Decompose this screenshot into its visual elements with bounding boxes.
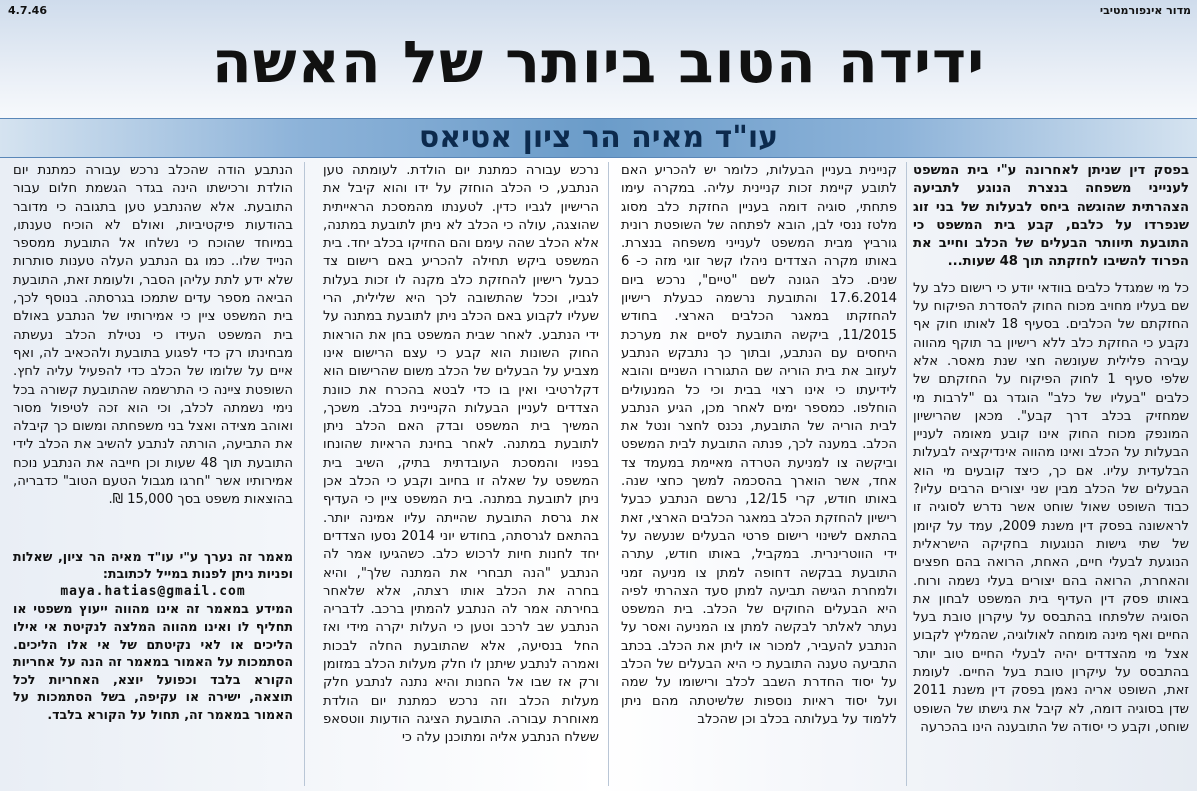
author-note — [13, 548, 293, 724]
article-column-2 — [621, 162, 897, 787]
column-divider — [906, 162, 907, 786]
author-email[interactable]: maya.hatias@gmail.com — [60, 583, 246, 599]
author-note-intro: מאמר זה נערך ע"י עו"ד מאיה הר ציון, שאלות ופניות ניתן לפנות במייל לכתובת: — [13, 548, 293, 582]
section-label: מדור אינפורמטיבי — [1099, 4, 1191, 17]
headline: ידידה הטוב ביותר של האשה — [211, 28, 986, 96]
body-paragraph: נרכש עבורה כמתנת יום הולדת. לעומתה טען הנתבע, כי הכלב הוחזק על ידו והוא קיבל את הרישיון לגביו כדין. לטענתו מהמסכת הראייתית שהוצגה, עולה כי הכלב לא ניתן לתובעת במתנה, אלא הכלב שהה עימם והם החזיקו בכלב יחד. בית המשפט ביקש תחילה להכריע באם רישום צד כבעל רישיון להחזקת כלב מקנה לו זכות בעלות לגביו, וככל שהתשובה לכך היא שלילית, הרי שעליו לקבוע באם הכלב ניתן לתובעת במתנה על ידי הנתבע. לאחר שבית המשפט בחן את הוראות החוק השונות הוא קבע כי עצם הרישום אינו מצביע על הבעלים של הכלב משום שהרישום הוא דקלרטיבי ואין בו כדי לבטא בהכרח את כוונת הצדדים לעניין הבעלות הקניינית בכלב. משכך, המשיך בית המשפט ובדק האם הכלב ניתן לתובעת במתנה. לאחר בחינת הראיות שהונחו בפניו והמסכת העובדתית בתיק, השיב בית המשפט על שאלה זו בחיוב וקבע כי הכלב אכן ניתן לתובעת במתנה. בית המשפט ציין כי העדיף את גרסת התובעת שהייתה עליו אמינה יותר. בהתאם לגרסתה, בחודש יוני 2014 נסעו הצדדים יחד לחנות חיות לרכוש כלב. כשהגיעו אמר לה הנתבע "הנה תבחרי את המתנה שלך", והיא בחרה את הכלב אותו רצתה, אלא שלאחר בחירתה אמר לה הנתבע להמתין ברכב. לדבריה הנתבע שב לרכב וטען כי העלות יקרה מידי ואז החל בנסיעה, אלא שהתובעת החלה לבכות ואמרה לנתבע שיתנן לו חלק מעלות הכלב במזומן ורק אז שבו אל החנות והיא נתנה לנתבע חלק מעלות הכלב וזה נרכש כמתנת יום הולדת מאוחרת עבורה. התובעת הציגה הודעות ווטסאפ ששלח הנתבע אליה ומתוכנן עלה כי — [323, 163, 599, 746]
byline: עו"ד מאיה הר ציון אטיאס — [418, 120, 779, 155]
article-column-4 — [13, 162, 293, 787]
body-paragraph: הנתבע הודה שהכלב נרכש עבורה כמתנת יום הולדת ורכישתו הינה בגדר הגשמת חלום עבור התובעת. אלא שהנתבע טען בתגובה כי מדובר בהודעות פיקטיביות, ואולם לא הוכיח טענתו, במיוחד שהוכח כי נשלחו אל התובעת ממספר הנייד שלו.. כמו גם הנתבע העלה טענות סותרות שלא ידע לתת עליהן הסבר, ולעומת זאת, התובעת הביאה מספר עדים שתמכו בגרסתה. בנוסף לכך, בית המשפט ציין כי אמירותיו של הנתבע באולם בית המשפט העידו כי נטילת הכלב נעשתה מבחינתו רק כדי לפגוע בתובעת ולהכאיב לה, ואף איים על שלומו של הכלב כדי להפעיל עליה לחץ. השופטת ציינה כי התרשמה שהתובעת קשורה בכל נימי נשמתה לכלב, וכי הוא זכה לטיפול מסור ואוהב מצידה ואצל בני משפחתה ומשום כך קיבלה את התביעה, הורתה לנתבע להשיב את הכלב לידי התובעת תוך 48 שעות וכן חייבה את הנתבע נוכח אמירותיו אשר "חרגו מגבול הטעם הטוב" כדבריה, בהוצאות משפט בסך 15,000 ₪. — [13, 163, 293, 508]
article-column-3 — [323, 162, 599, 787]
body-paragraph: כל מי שמגדל כלבים בוודאי יודע כי רישום כלב על שם בעליו מחויב מכוח החוק להסדרת הפיקוח על החזקתם של הכלבים. בסעיף 18 לאותו חוק אף נקבע כי החזקת כלב ללא רישיון בר תוקף מהווה עבירה פלילית שעונשה חצי שנת מאסר. אלא שלפי סעיף 1 לחוק הפיקוח על החזקתם של כלבים "בעליו של כלב" הוגדר גם "לרבות מי שמחזיק בכלב דרך קבע". מכאן שהרישיון המונפק מכוח החוק אינו קובע מאומה לעניין הבעלות על הכלב ואינו מהווה אינדיקציה לבעלות הבלעדית עליו. אם כך, כיצד קובעים מי הוא הבעלים של הכלב מבין שני יצורים הרבים עליו? כבוד השופט שאול שוחט אשר נדרש לסוגיה זו לראשונה בפסק דין משנת 2009, עמד על קיומן של שתי גישות הנוגעות בחקיקה הישראלית הנוגעת לבעלי חיים, האחת, הרואה בהם חפצים והאחרת, הרואה בהם יצורים בעלי נשמה ורוח. באותו פסק דין העדיף בית המשפט לבחון את הסוגיה שלפתחו בהתבסס על עיקרון טובת בעל החיים ואף מינה מומחה לאולוגיה, שהמליץ לקבוע אצל מי מהצדדים יהיה לבעלי החיים טוב יותר בהתבסס על עיקרון טובת בעל החיים. לעומת זאת, השופט אריה נאמן בפסק דין משנת 2011 שדן בסוגיה דומה, לא קיבל את גישתו של השופט שוחט, וקבע כי יסודה של התובענה הינו בהכרעה — [913, 280, 1189, 735]
column-divider — [304, 162, 305, 786]
column-divider — [608, 162, 609, 786]
disclaimer: המידע במאמר זה אינו מהווה ייעוץ משפטי או תחליף לו ואינו מהווה המלצה לנקיטת אי אילו הליכים או לאי נקיטתם של אי אלו הליכים. הסתמכות על האמור במאמר זה הנה על אחריות הקורא בלבד וכפועל יוצא, האחריות לכל תוצאה, ישירה או עקיפה, בשל הסתמכות על האמור במאמר זה, תחול על הקורא בלבד. — [13, 601, 293, 722]
lead-paragraph: בפסק דין שניתן לאחרונה ע"י בית המשפט לענייני משפחה בנצרת הנוגע לתביעה הצהרתית שהוגשה ביחס לבעלות של בני זוג שנפרדו על כלבם, קבע בית המשפט כי התובעת תיוותר הבעלים של הכלב וחייב את הפרוד להשיבו לחזקתה תוך 48 שעות... — [913, 163, 1189, 270]
body-paragraph: קניינית בעניין הבעלות, כלומר יש להכריע האם לתובע קיימת זכות קניינית עליה. במקרה עימו פתחתי, סוגיה דומה בעניין החזקת כלב מסוג מלטז ננסי לבן, הובא לפתחה של השופטת רונית גורביץ מבית המשפט לענייני משפחה בנצרת. באותו מקרה הצדדים ניהלו קשר זוגי מזה כ- 6 שנים. כלב הגונה לשם "טיים", נרכש ביום 17.6.2014 והתובעת נרשמה כבעלת רישיון להחזקתו במאגר הכלבים הארצי. בחודש 11/2015, ביקשה התובעת לסיים את מערכת היחסים עם הנתבע, ובתוך כך נתבקש הנתבע לעזוב את בית הוריה שם התגוררו השניים והובא לידיעתו כי אינו רצוי בבית וכי כל המנעולים הוחלפו. כמספר ימים לאחר מכן, הגיע הנתבע לבית הוריה של התובעת, נכנס לחצר ונטל את הכלב. במענה לכך, פנתה התובעת לבית המשפט וביקשה צו למניעת הטרדה מאיימת במעמד צד אחד, אשר הוארך בהסכמה למשך כחצי שנה. באותו חודש, קרי 12/15, נרשם הנתבע כבעל רישיון להחזקת הכלב במאגר הכלבים הארצי, זאת בהתאם לשינוי רישום פרטי הבעלים שנעשה על ידי הווטרינרית. במקביל, באותו חודש, עתרה התובעת בבקשה דחופה למתן צו מניעה זמני ולמחרת הגישה תביעה למתן סעד הצהרתי לפיה היא הבעלים החוקים של הכלב. בית המשפט נעתר לאלתר לבקשה למתן צו המניעה ואסר על הנתבע להעביר, למכור או ליתן את הכלב. בכתב התביעה טענה התובעת כי היא הבעלים של הכלב על יסוד החדרת השבב לכלב ורישומו על שמה ועל יסוד ראיות נוספות שלשיטתה מהם ניתן ללמוד על בעלותה בכלב וכן שהכלב — [621, 163, 897, 727]
issue-date: 4.7.46 — [8, 4, 47, 17]
byline-bar — [0, 118, 1197, 158]
article-column-1 — [913, 162, 1189, 787]
